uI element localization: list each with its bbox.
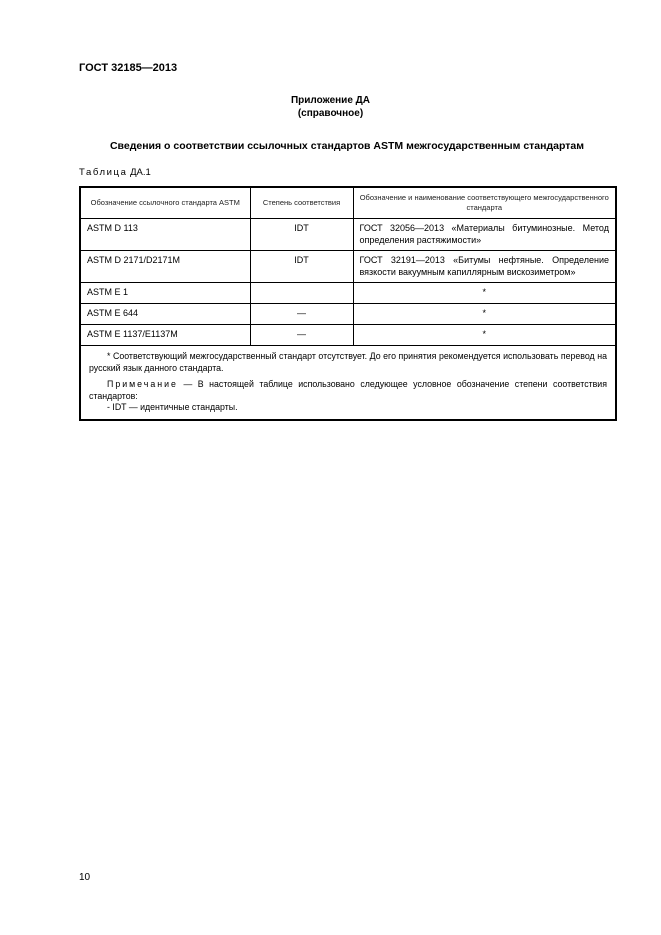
- table-notes: [80, 346, 616, 420]
- table-label-prefix: Таблица: [79, 167, 128, 178]
- cell-degree: —: [250, 325, 353, 346]
- table-row: [80, 325, 616, 346]
- cell-standard: *: [353, 325, 616, 346]
- table-row: [80, 251, 616, 283]
- cell-ref: ASTM D 2171/D2171M: [80, 251, 250, 283]
- document-header: ГОСТ 32185—2013: [79, 62, 178, 74]
- cell-ref: ASTM E 644: [80, 304, 250, 325]
- table-header-row: [80, 187, 616, 219]
- note: [89, 379, 607, 402]
- cell-degree: —: [250, 304, 353, 325]
- table-notes-row: [80, 346, 616, 420]
- cell-ref: ASTM E 1: [80, 283, 250, 304]
- table-row: [80, 219, 616, 251]
- cell-standard: *: [353, 283, 616, 304]
- cell-standard: ГОСТ 32191—2013 «Битумы нефтяные. Определение вязкости вакуумным капиллярным вискозиметром»: [353, 251, 616, 283]
- footnote: * Соответствующий межгосударственный стандарт отсутствует. До его принятия рекомендуется использовать перевод на русский язык данного стандарта.: [89, 351, 607, 373]
- cell-standard: ГОСТ 32056—2013 «Материалы битуминозные. Метод определения растяжимости»: [353, 219, 616, 251]
- appendix-heading: [0, 94, 661, 120]
- appendix-subtitle: (справочное): [297, 108, 364, 119]
- table-row: [80, 283, 616, 304]
- cell-ref: ASTM E 1137/E1137M: [80, 325, 250, 346]
- cell-standard: *: [353, 304, 616, 325]
- note-label: Примечание: [107, 379, 178, 389]
- header-ref-standard: Обозначение ссылочного стандарта ASTM: [80, 187, 250, 219]
- header-interstate-standard: Обозначение и наименование соответствующего межгосударственного стандарта: [353, 187, 616, 219]
- table-row: [80, 304, 616, 325]
- cell-degree: IDT: [250, 219, 353, 251]
- note-item: - IDT — идентичные стандарты.: [107, 402, 238, 412]
- cell-degree: [250, 283, 353, 304]
- cell-ref: ASTM D 113: [80, 219, 250, 251]
- cell-degree: IDT: [250, 251, 353, 283]
- correspondence-table: [79, 186, 617, 421]
- table-label-number: ДА.1: [130, 167, 151, 178]
- header-degree: Степень соответствия: [250, 187, 353, 219]
- note-text: — В настоящей таблице использовано следующее условное обозначение степени соответствия стандартов:: [89, 379, 607, 401]
- appendix-title: Приложение ДА: [290, 95, 371, 106]
- page-number: 10: [79, 872, 91, 883]
- table-label: [79, 167, 151, 178]
- section-title: Сведения о соответствии ссылочных стандартов ASTM межгосударственным стандартам: [109, 140, 585, 152]
